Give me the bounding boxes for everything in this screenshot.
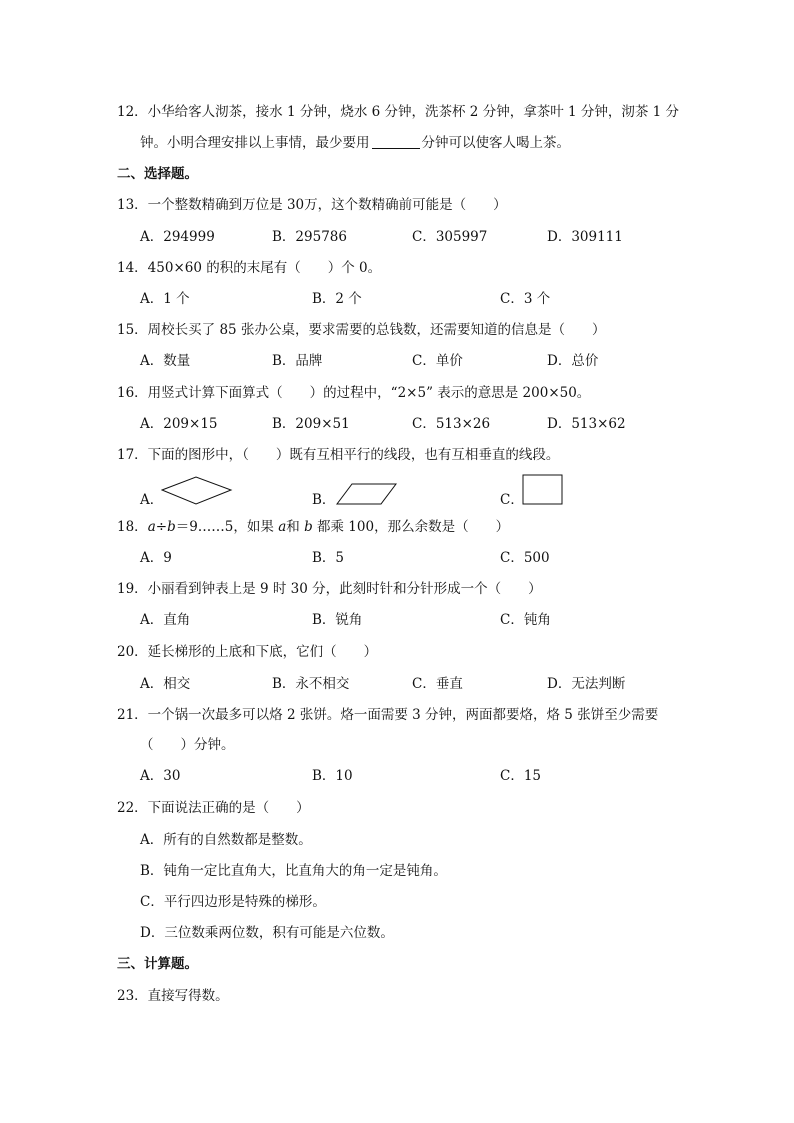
var-a: a (278, 519, 287, 535)
q22-option-c[interactable]: C．平行四边形是特殊的梯形。 (140, 894, 326, 910)
answer-blank[interactable] (372, 134, 420, 149)
q17-option-c[interactable]: C． (500, 492, 524, 508)
q14-option-b[interactable]: B．2 个 (312, 291, 362, 307)
q16-stem: 16．用竖式计算下面算式（ ）的过程中，“2×5” 表示的意思是 200×50。 (117, 385, 591, 401)
q13-option-b[interactable]: B．295786 (272, 229, 347, 245)
q13-option-d[interactable]: D．309111 (547, 229, 623, 245)
q22-option-d[interactable]: D．三位数乘两位数，积有可能是六位数。 (140, 925, 394, 941)
q18-option-c[interactable]: C．500 (500, 550, 550, 566)
parallelogram-figure (336, 482, 398, 506)
q14-option-a[interactable]: A．1 个 (140, 291, 190, 307)
q20-option-c[interactable]: C．垂直 (412, 676, 463, 692)
q16-option-c[interactable]: C．513×26 (412, 416, 491, 432)
q12-line2-post: 分钟可以使客人喝上茶。 (421, 135, 570, 151)
section-heading-choice: 二、选择题。 (117, 166, 198, 182)
q17-option-b[interactable]: B． (312, 492, 336, 508)
q19-option-c[interactable]: C．钝角 (500, 612, 551, 628)
q16-option-a[interactable]: A．209×15 (140, 416, 218, 432)
q22-option-b[interactable]: B．钝角一定比直角大，比直角大的角一定是钝角。 (140, 863, 447, 879)
q13-stem: 13．一个整数精确到万位是 30万，这个数精确前可能是（ ） (117, 197, 507, 213)
q14-stem: 14．450×60 的积的末尾有（ ）个 0。 (117, 260, 382, 276)
q15-stem: 15．周校长买了 85 张办公桌，要求需要的总钱数，还需要知道的信息是（ ） (117, 322, 606, 338)
q21-line1: 21．一个锅一次最多可以烙 2 张饼。烙一面需要 3 分钟，两面都要烙，烙 5 张饼至少需要 (117, 707, 659, 723)
q20-option-a[interactable]: A．相交 (140, 676, 191, 692)
q19-stem: 19．小丽看到钟表上是 9 时 30 分，此刻时针和分针形成一个（ ） (117, 581, 542, 597)
q14-option-c[interactable]: C．3 个 (500, 291, 551, 307)
q22-stem: 22．下面说法正确的是（ ） (117, 800, 310, 816)
q21-line2: （ ）分钟。 (140, 737, 235, 753)
q15-option-c[interactable]: C．单价 (412, 353, 463, 369)
q15-option-d[interactable]: D．总价 (547, 353, 599, 369)
q16-option-d[interactable]: D．513×62 (547, 416, 626, 432)
q21-option-b[interactable]: B．10 (312, 768, 353, 784)
q15-option-a[interactable]: A．数量 (140, 353, 191, 369)
q22-option-a[interactable]: A．所有的自然数都是整数。 (140, 832, 312, 848)
q20-option-d[interactable]: D．无法判断 (547, 676, 626, 692)
q18-text-end: 都乘 100，那么余数是（ ） (317, 519, 510, 535)
q15-option-b[interactable]: B．品牌 (272, 353, 323, 369)
rhombus-figure (161, 476, 233, 506)
q12-line2-pre: 钟。小明合理安排以上事情，最少要用 (140, 135, 370, 151)
section-heading-calculation: 三、计算题。 (117, 956, 198, 972)
q17-stem: 17．下面的图形中，（ ）既有互相平行的线段，也有互相垂直的线段。 (117, 447, 560, 463)
q18-text-and: 和 (286, 519, 300, 535)
q12-line2 (140, 133, 570, 153)
var-b: b (304, 519, 313, 535)
q16-option-b[interactable]: B．209×51 (272, 416, 350, 432)
q19-option-b[interactable]: B．锐角 (312, 612, 363, 628)
q12-line1: 12．小华给客人沏茶，接水 1 分钟，烧水 6 分钟，洗茶杯 2 分钟，拿茶叶 1 分钟，沏茶 1 分 (117, 104, 680, 120)
var-a: a (147, 519, 156, 535)
q13-option-c[interactable]: C．305997 (412, 229, 488, 245)
div-sign: ÷ (155, 519, 168, 535)
q21-option-a[interactable]: A．30 (140, 768, 181, 784)
q18-stem: 18．a÷b＝9……5，如果 a和 b 都乘 100，那么余数是（ ） (117, 519, 510, 535)
q20-stem: 20．延长梯形的上底和下底，它们（ ） (117, 644, 378, 660)
q23-stem: 23．直接写得数。 (117, 988, 229, 1004)
q18-option-b[interactable]: B．5 (312, 550, 345, 566)
q18-text-mid: ＝9……5，如果 (175, 519, 274, 535)
var-b: b (167, 519, 176, 535)
q17-option-a[interactable]: A． (140, 492, 164, 508)
q18-option-a[interactable]: A．9 (140, 550, 172, 566)
q19-option-a[interactable]: A．直角 (140, 612, 191, 628)
rectangle-figure (522, 474, 564, 506)
q13-option-a[interactable]: A．294999 (140, 229, 215, 245)
q20-option-b[interactable]: B．永不相交 (272, 676, 350, 692)
q21-option-c[interactable]: C．15 (500, 768, 542, 784)
